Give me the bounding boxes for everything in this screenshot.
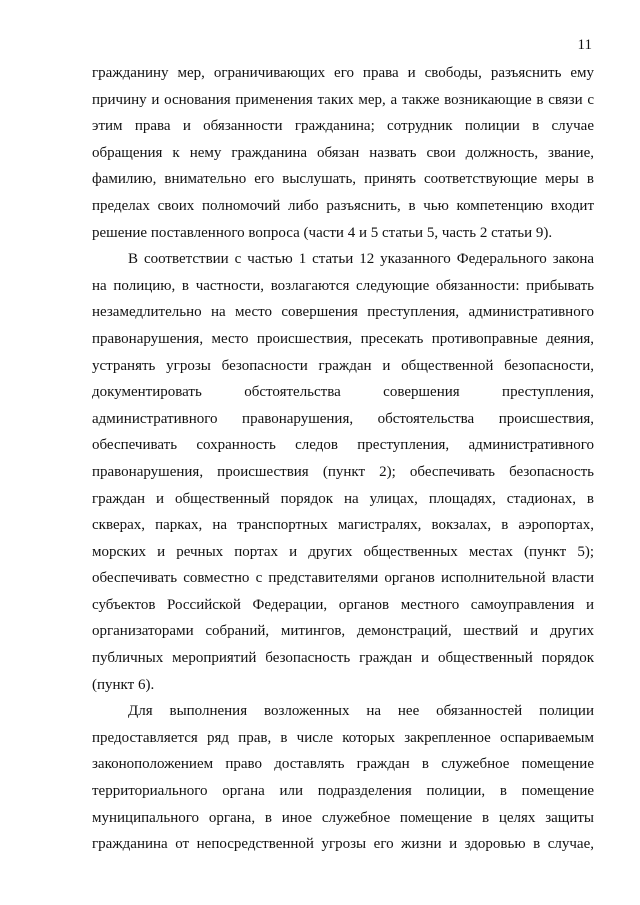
text-line: Для выполнения возложенных на нее обязанностей полиции <box>128 703 594 720</box>
text-line: территориального органа или подразделения полиции, в помещение <box>92 783 594 800</box>
text-line: граждан и общественный порядок на улицах, площадях, стадионах, в <box>92 490 594 507</box>
text-line: морских и речных портах и других общественных местах (пункт 5); <box>92 543 594 560</box>
text-line: на полицию, в частности, возлагаются следующие обязанности: прибывать <box>92 277 594 294</box>
text-line: обеспечивать совместно с представителями органов исполнительной власти <box>92 570 594 587</box>
text-line: обращения к нему гражданина обязан назвать свои должность, звание, <box>92 144 594 161</box>
text-line: правонарушения, место происшествия, пресекать противоправные деяния, <box>92 330 594 347</box>
text-line: причину и основания применения таких мер, а также возникающие в связи с <box>92 91 594 108</box>
paragraph-1 <box>92 60 594 246</box>
body-text <box>92 60 594 858</box>
text-line: предоставляется ряд прав, в числе которых закрепленное оспариваемым <box>92 729 594 746</box>
text-line: субъектов Российской Федерации, органов местного самоуправления и <box>92 596 594 613</box>
paragraph-3 <box>92 698 594 858</box>
text-line: пределах своих полномочий либо разъяснить, в чью компетенцию входит <box>92 197 594 214</box>
text-line: обеспечивать сохранность следов преступления, административного <box>92 437 594 454</box>
text-line: законоположением право доставлять граждан в служебное помещение <box>92 756 594 773</box>
text-line: незамедлительно на место совершения преступления, административного <box>92 304 594 321</box>
text-line: документировать обстоятельства совершения преступления, <box>92 384 594 401</box>
text-line: гражданина от непосредственной угрозы его жизни и здоровью в случае, <box>92 836 594 853</box>
paragraph-2 <box>92 246 594 698</box>
text-line: фамилию, внимательно его выслушать, принять соответствующие меры в <box>92 171 594 188</box>
text-line: организаторами собраний, митингов, демонстраций, шествий и других <box>92 623 594 640</box>
page-number: 11 <box>577 37 592 53</box>
text-line: этим права и обязанности гражданина; сотрудник полиции в случае <box>92 118 594 135</box>
text-line: административного правонарушения, обстоятельства происшествия, <box>92 410 594 427</box>
text-line: муниципального органа, в иное служебное помещение в целях защиты <box>92 809 594 826</box>
text-line: В соответствии с частью 1 статьи 12 указанного Федерального закона <box>128 251 594 268</box>
text-line: публичных мероприятий безопасность граждан и общественный порядок <box>92 650 594 667</box>
text-line: решение поставленного вопроса (части 4 и 5 статьи 5, часть 2 статьи 9). <box>92 224 553 241</box>
text-line: устранять угрозы безопасности граждан и общественной безопасности, <box>92 357 594 374</box>
text-line: скверах, парках, на транспортных магистралях, вокзалах, в аэропортах, <box>92 517 594 534</box>
text-line: гражданину мер, ограничивающих его права и свободы, разъяснить ему <box>92 65 594 81</box>
text-line: (пункт 6). <box>92 676 155 693</box>
text-line: правонарушения, происшествия (пункт 2); обеспечивать безопасность <box>92 463 594 480</box>
